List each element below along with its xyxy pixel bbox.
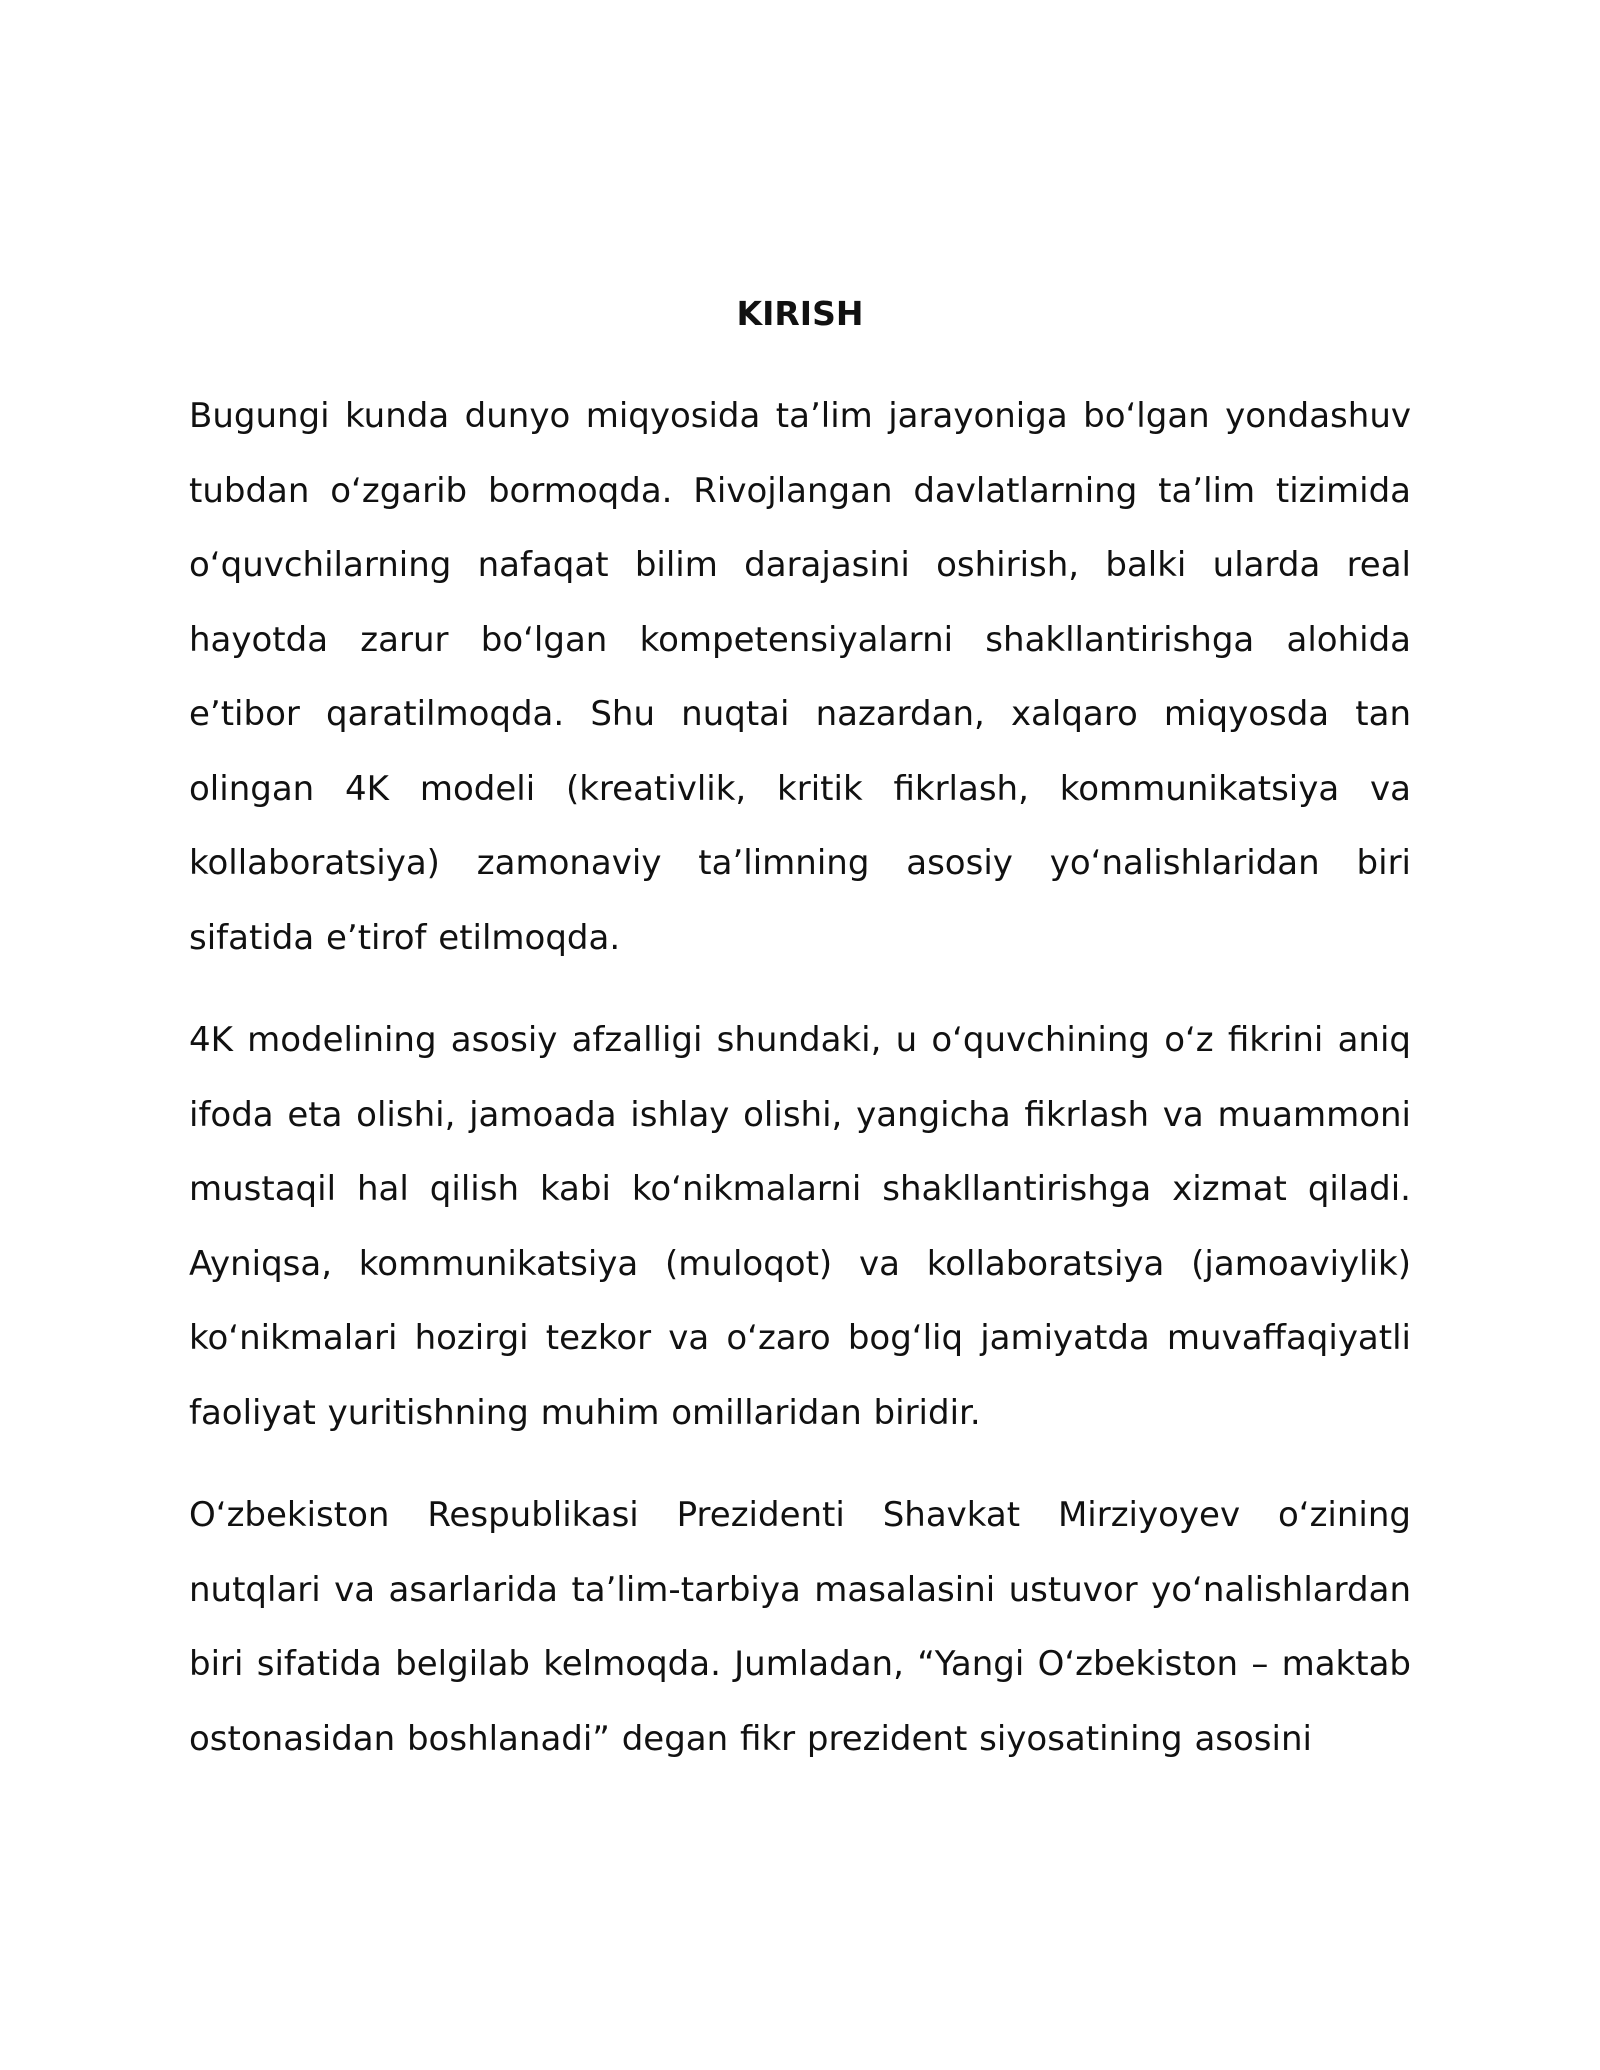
- paragraph-president: Oʻzbekiston Respublikasi Prezidenti Shavkat Mirziyoyev oʻzining nutqlari va asarlarida taʼlim-tarbiya masalasini ustuvor yoʻnalishlardan biri sifatida belgilab kelmoqda. Jumladan, “Yangi Oʻzbekiston – maktab ostonasidan boshlanadi” degan fikr prezident siyosatining asosini: [189, 1495, 1411, 1759]
- paragraph-intro: Bugungi kunda dunyo miqyosida taʼlim jarayoniga boʻlgan yondashuv tubdan oʻzgarib bormoqda. Rivojlangan davlatlarning taʼlim tizimida oʻquvchilarning nafaqat bilim darajasini oshirish, balki ularda real hayotda zarur boʻlgan kompetensiyalarni shakllantirishga alohida eʼtibor qaratilmoqda. Shu nuqtai nazardan, xalqaro miqyosda tan olingan 4K modeli (kreativlik, kritik fikrlash, kommunikatsiya va kollaboratsiya) zamonaviy taʼlimning asosiy yoʻnalishlaridan biri sifatida eʼtirof etilmoqda.: [189, 396, 1411, 958]
- page-title: KIRISH: [736, 294, 864, 333]
- paragraph-4k-model: 4K modelining asosiy afzalligi shundaki, u oʻquvchining oʻz fikrini aniq ifoda eta olishi, jamoada ishlay olishi, yangicha fikrlash va muammoni mustaqil hal qilish kabi koʻnikmalarni shakllantirishga xizmat qiladi. Ayniqsa, kommunikatsiya (muloqot) va kollaboratsiya (jamoaviylik) koʻnikmalari hozirgi tezkor va oʻzaro bogʻliq jamiyatda muvaffaqiyatli faoliyat yuritishning muhim omillaridan biridir.: [189, 1020, 1411, 1433]
